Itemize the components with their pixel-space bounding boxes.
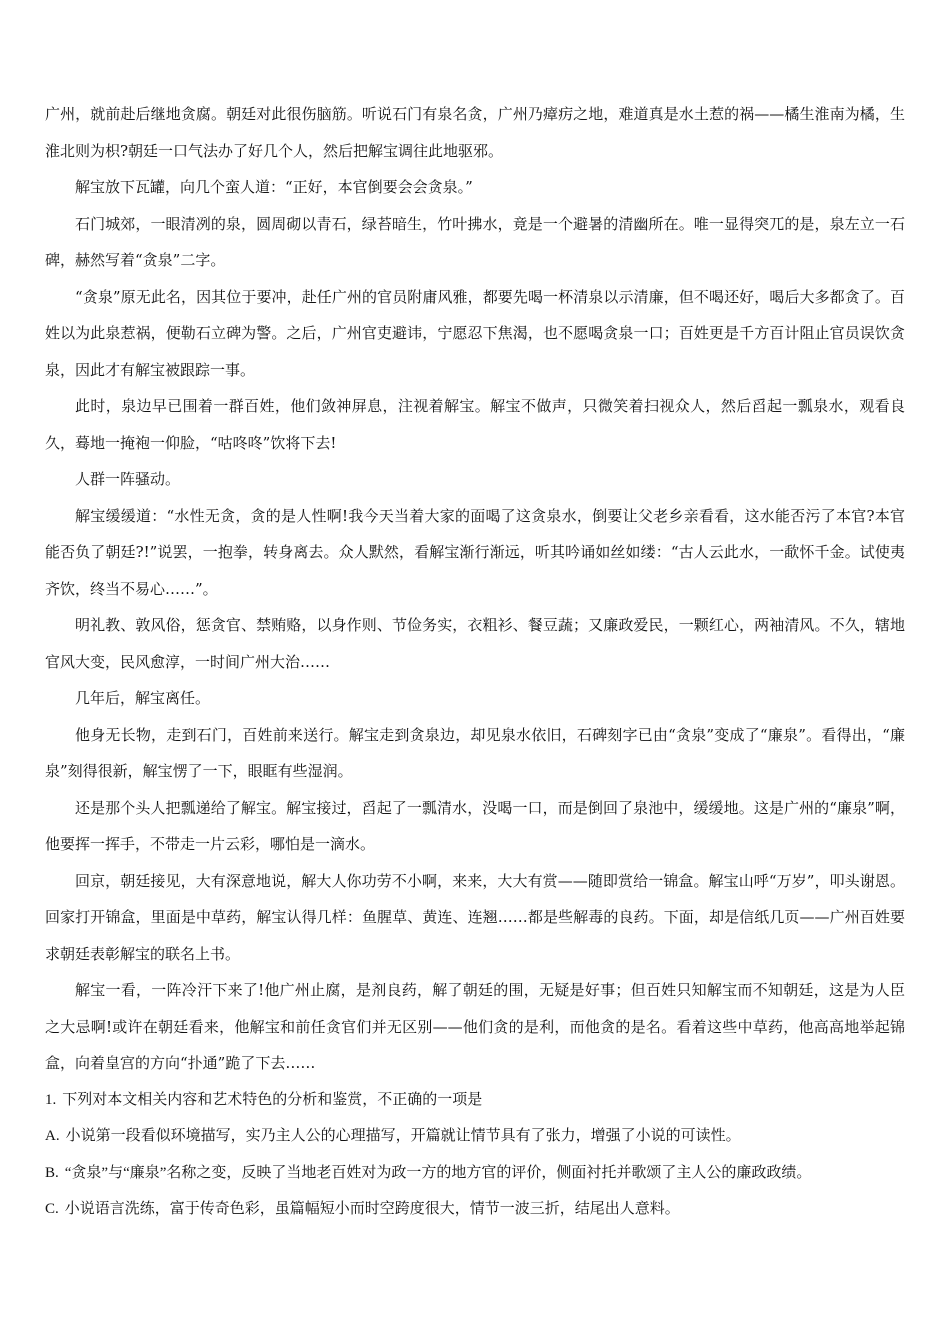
option-b-text: “贪泉”与“廉泉”名称之变，反映了当地老百姓对为政一方的地方官的评价，侧面衬托并歌颂了主人公的廉政政绩。 bbox=[64, 1164, 812, 1181]
passage-paragraph-1: 广州，就前赴后继地贪腐。朝廷对此很伤脑筋。听说石门有泉名贪，广州乃瘴疠之地，难道真是水土惹的祸——橘生淮南为橘，生淮北则为枳?朝廷一口气法办了好几个人，然后把解宝调往此地驱邪。 bbox=[45, 105, 905, 160]
question-block bbox=[45, 1082, 905, 1228]
option-a-label: A. bbox=[45, 1128, 60, 1144]
question-number: 1. bbox=[45, 1091, 57, 1108]
option-a[interactable] bbox=[45, 1118, 905, 1155]
option-b[interactable] bbox=[45, 1155, 905, 1192]
passage-paragraph-10: 他身无长物，走到石门，百姓前来送行。解宝走到贪泉边，却见泉水依旧，石碑刻字已由“贪泉”变成了“廉泉”。看得出，“廉泉”刻得很新，解宝愣了一下，眼眶有些湿润。 bbox=[45, 725, 905, 780]
option-c[interactable] bbox=[45, 1191, 905, 1228]
passage-paragraph-3: 石门城郊，一眼清冽的泉，圆周砌以青石，绿苔暗生，竹叶拂水，竟是一个避暑的清幽所在。唯一显得突兀的是，泉左立一石碑，赫然写着“贪泉”二字。 bbox=[45, 214, 905, 269]
passage-paragraph-2: 解宝放下瓦罐，向几个蛮人道：“正好，本官倒要会会贪泉。” bbox=[75, 178, 473, 196]
passage-paragraph-7: 解宝缓缓道：“水性无贪，贪的是人性啊!我今天当着大家的面喝了这贪泉水，倒要让父老乡亲看看，这水能否污了本官?本官能否负了朝廷?!”说罢，一抱拳，转身离去。众人默然，看解宝渐行渐远，听其吟诵如丝如缕：“古人云此水，一歃怀千金。试使夷齐饮，终当不易心……”。 bbox=[45, 506, 905, 598]
passage-paragraph-6: 人群一阵骚动。 bbox=[75, 470, 181, 488]
option-c-text: 小说语言洗练，富于传奇色彩，虽篇幅短小而时空跨度很大，情节一波三折，结尾出人意料。 bbox=[64, 1201, 680, 1217]
question-stem bbox=[45, 1082, 905, 1119]
option-a-text: 小说第一段看似环境描写，实乃主人公的心理描写，开篇就让情节具有了张力，增强了小说的可读性。 bbox=[65, 1128, 741, 1144]
passage-paragraph-13: 解宝一看，一阵冷汗下来了!他广州止腐，是剂良药，解了朝廷的围，无疑是好事；但百姓只知解宝而不知朝廷，这是为人臣之大忌啊!或许在朝廷看来，他解宝和前任贪官们并无区别——他们贪的是利，而他贪的是名。看着这些中草药，他高高地举起锦盒，向着皇宫的方向“扑通”跪了下去…… bbox=[45, 981, 905, 1072]
passage-paragraph-5: 此时，泉边早已围着一群百姓，他们敛神屏息，注视着解宝。解宝不做声，只微笑着扫视众人，然后舀起一瓢泉水，观看良久，蓦地一掩袍一仰脸，“咕咚咚”饮将下去! bbox=[45, 397, 905, 452]
option-c-label: C. bbox=[45, 1201, 59, 1217]
passage-paragraph-12: 回京，朝廷接见，大有深意地说，解大人你功劳不小啊，来来，大大有赏——随即赏给一锦盒。解宝山呼“万岁”，叩头谢恩。回家打开锦盒，里面是中草药，解宝认得几样：鱼腥草、黄连、连翘……都是些解毒的良药。下面，却是信纸几页——广州百姓要求朝廷表彰解宝的联名上书。 bbox=[45, 871, 905, 963]
passage-paragraph-9: 几年后，解宝离任。 bbox=[75, 689, 211, 707]
question-stem-text: 下列对本文相关内容和艺术特色的分析和鉴赏，不正确的一项是 bbox=[62, 1091, 483, 1108]
option-b-label: B. bbox=[45, 1164, 59, 1181]
story-passage bbox=[45, 96, 905, 1082]
passage-paragraph-4: “贪泉”原无此名，因其位于要冲，赴任广州的官员附庸风雅，都要先喝一杯清泉以示清廉，但不喝还好，喝后大多都贪了。百姓以为此泉惹祸，便勒石立碑为警。之后，广州官吏避讳，宁愿忍下焦渴，也不愿喝贪泉一口；百姓更是千方百计阻止官员误饮贪泉，因此才有解宝被跟踪一事。 bbox=[45, 287, 905, 379]
passage-paragraph-11: 还是那个头人把瓢递给了解宝。解宝接过，舀起了一瓢清水，没喝一口，而是倒回了泉池中，缓缓地。这是广州的“廉泉”啊，他要挥一挥手，不带走一片云彩，哪怕是一滴水。 bbox=[45, 798, 905, 853]
passage-paragraph-8: 明礼教、敦风俗，惩贪官、禁贿赂，以身作则、节俭务实，衣粗衫、餐豆蔬；又廉政爱民，一颗红心，两袖清风。不久，辖地官风大变，民风愈淳，一时间广州大治…… bbox=[45, 616, 905, 671]
